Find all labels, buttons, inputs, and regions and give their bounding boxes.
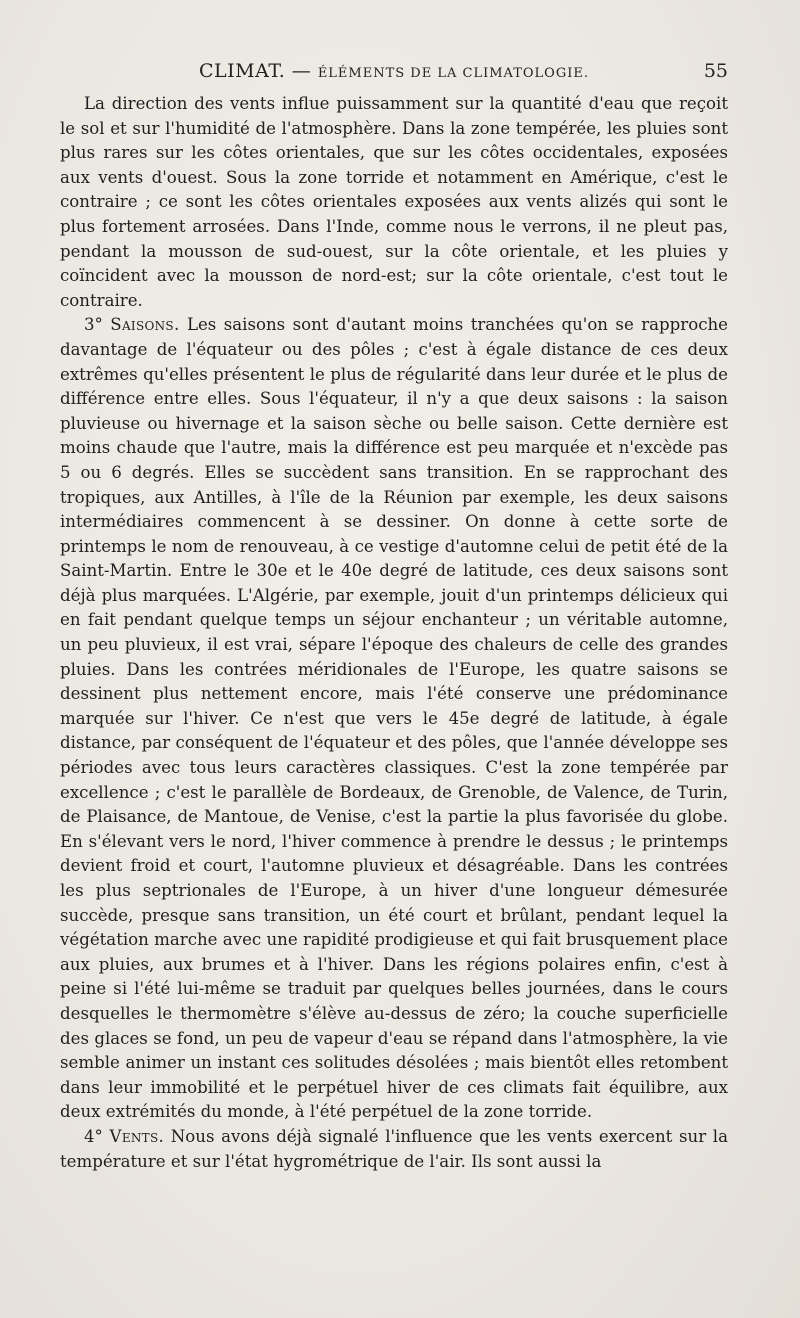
- paragraph-text: La direction des vents influe puissamment sur la quantité d'eau que reçoit le sol et sur l'humidité de l'atmosphère. Dans la zone tempérée, les pluies sont plus rares sur les côtes orientales, que sur les côtes occidentales, exposées aux vents d'ouest. Sous la zone torride et notamment en Amérique, c'est le contraire ; ce sont les côtes orientales exposées aux vents alizés qui sont le plus fortement arrosées. Dans l'Inde, comme nous le verrons, il ne pleut pas, pendant la mousson de sud-ouest, sur la côte orientale, et les pluies y coïncident avec la mousson de nord-est; sur la côte orientale, c'est tout le contraire.: [60, 94, 728, 310]
- section-title-saisons: Saisons.: [110, 315, 180, 335]
- running-title: [60, 60, 728, 82]
- running-title-rest: ÉLÉMENTS DE LA CLIMATOLOGIE.: [317, 66, 589, 81]
- paragraph-text: Les saisons sont d'autant moins tranchées qu'on se rapproche davantage de l'équateur ou des pôles ; c'est à égale distance de ces deux extrêmes qu'elles présentent le plus de régularité dans leur durée et le plus de différence entre elles. Sous l'équateur, il n'y a que deux saisons : la saison pluvieuse ou hivernage et la saison sèche ou belle saison. Cette dernière est moins chaude que l'autre, mais la différence est peu marquée et n'excède pas 5 ou 6 degrés. Elles se succèdent sans transition. En se rapprochant des tropiques, aux Antilles, à l'île de la Réunion par exemple, les deux saisons intermédiaires commencent à se dessiner. On donne à cette sorte de printemps le nom de renouveau, à ce vestige d'automne celui de petit été de la Saint-Martin. Entre le 30e et le 40e degré de latitude, ces deux saisons sont déjà plus marquées. L'Algérie, par exemple, jouit d'un printemps délicieux qui en fait pendant quelque temps un séjour enchanteur ; un véritable automne, un peu pluvieux, il est vrai, sépare l'époque des chaleurs de celle des grandes pluies. Dans les contrées méridionales de l'Europe, les quatre saisons se dessinent plus nettement encore, mais l'été conserve une prédominance marquée sur l'hiver. Ce n'est que vers le 45e degré de latitude, à égale distance, par conséquent de l'équateur et des pôles, que l'année développe ses périodes avec tous leurs caractères classiques. C'est la zone tempérée par excellence ; c'est le parallèle de Bordeaux, de Grenoble, de Valence, de Turin, de Plaisance, de Mantoue, de Venise, c'est la partie la plus favorisée du globe. En s'élevant vers le nord, l'hiver commence à prendre le dessus ; le printemps devient froid et court, l'automne pluvieux et désagréable. Dans les contrées les plus septrionales de l'Europe, à un hiver d'une longueur démesurée succède, presque sans transition, un été court et brûlant, pendant lequel la végétation marche avec une rapidité prodigieuse et qui fait brusquement place aux pluies, aux brumes et à l'hiver. Dans les régions polaires enfin, c'est à peine si l'été lui-même se traduit par quelques belles journées, dans le cours desquelles le thermomètre s'élève au-dessus de zéro; la couche superficielle des glaces se fond, un peu de vapeur d'eau se répand dans l'atmosphère, la vie semble animer un instant ces solitudes désolées ; mais bientôt elles retombent dans leur immobilité et le perpétuel hiver de ces climats fait équilibre, aux deux extrémités du monde, à l'été perpétuel de la zone torride.: [60, 315, 728, 1122]
- running-title-lead: CLIMAT. —: [199, 60, 318, 82]
- body-text: [60, 92, 728, 1174]
- paragraph-text: Nous avons déjà signalé l'influence que les vents exercent sur la température et sur l'état hygrométrique de l'air. Ils sont aussi la: [60, 1126, 728, 1171]
- section-title-vents: Vents.: [109, 1126, 165, 1146]
- paragraph-wind-direction: [60, 92, 728, 313]
- section-number: 3°: [84, 315, 111, 335]
- paragraph-vents: [60, 1125, 728, 1174]
- section-number: 4°: [84, 1126, 110, 1146]
- page-number: 55: [703, 60, 728, 82]
- page-header: [60, 60, 728, 90]
- paragraph-saisons: [60, 313, 728, 1125]
